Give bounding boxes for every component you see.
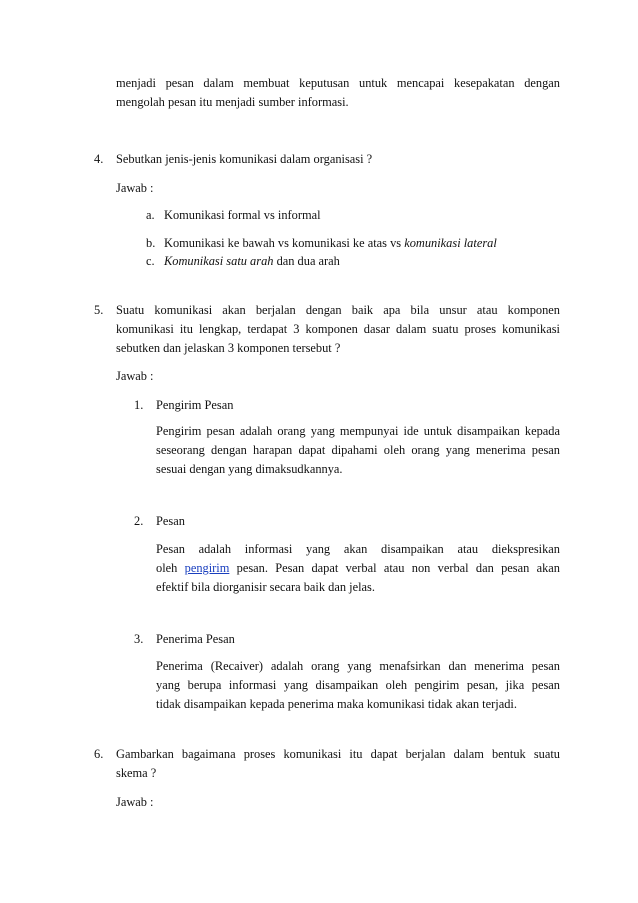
q4-item-c-marker: c. [146,254,155,268]
q6-question-line-2: skema ? [116,766,157,780]
intro-line-1: menjadi pesan dalam membuat keputusan untuk mencapai kesepakatan dengan [116,76,560,90]
component-2-marker: 2. [134,514,144,528]
component-2-line-2 [156,559,560,578]
q5-question-line-1: Suatu komunikasi akan berjalan dengan baik apa bila unsur atau komponen [116,303,560,317]
component-3-line-1: Penerima (Recaiver) adalah orang yang menafsirkan dan menerima pesan [156,659,560,673]
q6-answer-label: Jawab : [116,795,154,809]
q4-item-b-italic: komunikasi lateral [404,236,497,250]
component-2-title: Pesan [156,514,185,528]
component-3-line-3: tidak disampaikan kepada penerima maka komunikasi tidak akan terjadi. [156,697,517,711]
component-1-line-2: seseorang dengan harapan dapat dipahami oleh orang yang menerima pesan [156,443,560,457]
q4-item-b-marker: b. [146,236,156,250]
component-2-line-2-suffix: pesan. Pesan dapat verbal atau non verbal dan pesan akan [229,561,560,575]
q6-number: 6. [94,747,104,761]
component-1-line-3: sesuai dengan yang dimaksudkannya. [156,462,343,476]
component-1-marker: 1. [134,398,144,412]
pengirim-link[interactable]: pengirim [184,561,230,575]
q4-item-c [164,252,340,271]
q5-question-line-2: komunikasi itu lengkap, terdapat 3 komponen dasar dalam suatu proses komunikasi [116,322,560,336]
component-2-line-2-prefix: oleh [156,561,185,575]
component-3-marker: 3. [134,632,144,646]
q4-item-a-marker: a. [146,208,155,222]
q4-item-a-text: Komunikasi formal vs informal [164,208,321,222]
component-1-line-1: Pengirim pesan adalah orang yang mempunyai ide untuk disampaikan kepada [156,424,560,438]
q5-answer-label: Jawab : [116,369,154,383]
component-2-line-3: efektif bila diorganisir secara baik dan jelas. [156,580,375,594]
component-1-title: Pengirim Pesan [156,398,234,412]
q4-answer-label: Jawab : [116,181,154,195]
q5-number: 5. [94,303,104,317]
q4-question: Sebutkan jenis-jenis komunikasi dalam organisasi ? [116,152,373,166]
q4-item-b-text: Komunikasi ke bawah vs komunikasi ke atas vs [164,236,405,250]
q4-item-c-italic: Komunikasi satu arah [164,254,274,268]
component-3-title: Penerima Pesan [156,632,235,646]
intro-line-2: mengolah pesan itu menjadi sumber informasi. [116,95,349,109]
q4-number: 4. [94,152,104,166]
q4-item-c-text: dan dua arah [273,254,340,268]
component-2-line-1: Pesan adalah informasi yang akan disampaikan atau diekspresikan [156,542,560,556]
q5-question-line-3: sebutken dan jelaskan 3 komponen tersebut ? [116,341,341,355]
component-3-line-2: yang berupa informasi yang disampaikan oleh pengirim pesan, jika pesan [156,678,560,692]
q6-question-line-1: Gambarkan bagaimana proses komunikasi itu dapat berjalan dalam bentuk suatu [116,747,560,761]
q4-item-b [164,234,497,253]
